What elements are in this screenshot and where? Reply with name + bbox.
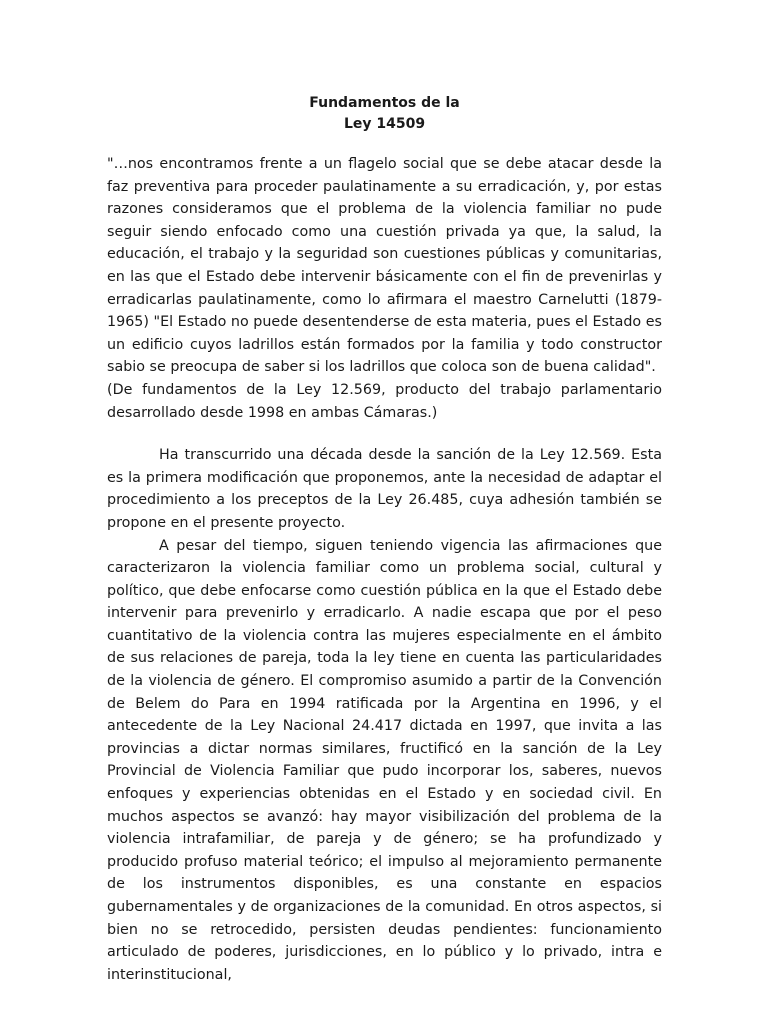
body-paragraph-1: Ha transcurrido una década desde la sanción de la Ley 12.569. Esta es la primera modificación que proponemos, ante la necesidad de adaptar el procedimiento a los preceptos de la Ley 26.485, cuya adhesión también se propone en el presente proyecto. bbox=[107, 447, 662, 531]
quote-source: (De fundamentos de la Ley 12.569, producto del trabajo parlamentario desarrollado desde 1998 en ambas Cámaras.) bbox=[107, 381, 662, 421]
document-title bbox=[107, 93, 662, 135]
title-line-1: Fundamentos de la bbox=[309, 95, 460, 111]
title-line-2: Ley 14509 bbox=[343, 116, 426, 132]
quote-paragraph: "…nos encontramos frente a un flagelo social que se debe atacar desde la faz preventiva para proceder paulatinamente a su erradicación, y, por estas razones consideramos que el problema de la violencia familiar no pude seguir siendo enfocado como una cuestión privada ya que, la salud, la educación, el trabajo y la seguridad son cuestiones públicas y comunitarias, en las que el Estado debe intervenir básicamente con el fin de prevenirlas y erradicarlas paulatinamente, como lo afirmara el maestro Carnelutti (1879-1965) "El Estado no puede desentenderse de esta materia, pues el Estado es un edificio cuyos ladrillos están formados por la familia y todo constructor sabio se preocupa de saber si los ladrillos que coloca son de buena calidad". bbox=[107, 156, 662, 376]
document-page bbox=[107, 93, 662, 986]
body-paragraph-2: A pesar del tiempo, siguen teniendo vigencia las afirmaciones que caracterizaron la violencia familiar como un problema social, cultural y político, que debe enfocarse como cuestión pública en la que el Estado debe intervenir para prevenirlo y erradicarlo. A nadie escapa que por el peso cuantitativo de la violencia contra las mujeres especialmente en el ámbito de sus relaciones de pareja, toda la ley tiene en cuenta las particularidades de la violencia de género. El compromiso asumido a partir de la Convención de Belem do Para en 1994 ratificada por la Argentina en 1996, y el antecedente de la Ley Nacional 24.417 dictada en 1997, que invita a las provincias a dictar normas similares, fructificó en la sanción de la Ley Provincial de Violencia Familiar que pudo incorporar los, saberes, nuevos enfoques y experiencias obtenidas en el Estado y en sociedad civil. En muchos aspectos se avanzó: hay mayor visibilización del problema de la violencia intrafamiliar, de pareja y de género; se ha profundizado y producido profuso material teórico; el impulso al mejoramiento permanente de los instrumentos disponibles, es una constante en espacios gubernamentales y de organizaciones de la comunidad. En otros aspectos, si bien no se retrocedido, persisten deudas pendientes: funcionamiento articulado de poderes, jurisdicciones, en lo público y lo privado, intra e interinstitucional, bbox=[107, 537, 662, 983]
